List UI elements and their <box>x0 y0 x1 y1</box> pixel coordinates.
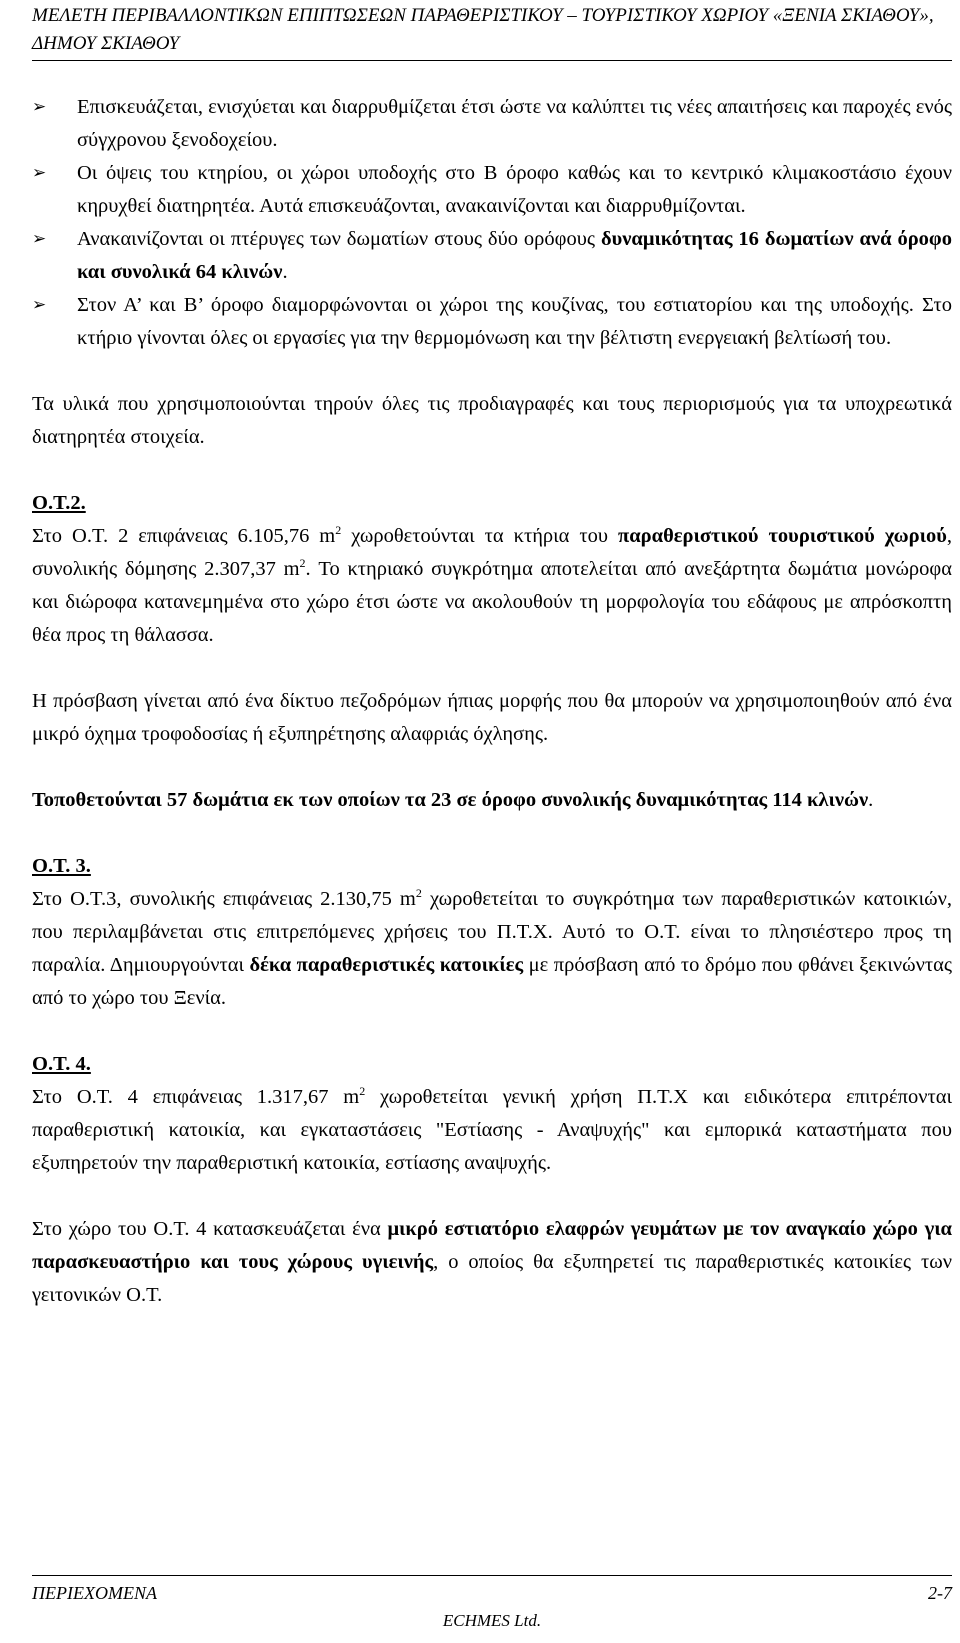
ot4-text: , ο οποίος θα εξυπηρετεί τις παραθεριστικές κατοικίες των γειτονικών Ο.Τ. <box>32 1251 952 1306</box>
ot2-bold-text: παραθεριστικού τουριστικού χωριού <box>618 525 947 547</box>
superscript: 2 <box>335 523 342 538</box>
ot2-bold-text: Τοποθετούνται 57 δωμάτια εκ των οποίων τα 23 σε όροφο συνολικής δυναμικότητας 114 κλινών <box>32 789 869 811</box>
ot4-text: Στο χώρο του Ο.Τ. 4 κατασκευάζεται ένα <box>32 1218 388 1240</box>
page-number: 2-7 <box>928 1583 952 1603</box>
superscript: 2 <box>359 1084 366 1099</box>
ot2-text: , συνολικής δόμησης 2.307,37 m <box>32 525 952 580</box>
ot2-text: . <box>868 789 874 811</box>
document-body <box>32 91 952 1312</box>
header-title-line1: ΜΕΛΕΤΗ ΠΕΡΙΒΑΛΛΟΝΤΙΚΩΝ ΕΠΙΠΤΩΣΕΩΝ ΠΑΡΑΘΕΡΙΣΤΙΚΟΥ – ΤΟΥΡΙΣΤΙΚΟΥ ΧΩΡΙΟΥ «ΞΕΝΙΑ ΣΚΙΑΘΟΥ», <box>32 5 934 26</box>
ot2-text: Στο Ο.Τ. 2 επιφάνειας 6.105,76 m <box>32 525 336 547</box>
bullet-text: Οι όψεις του κτηρίου, οι χώροι υποδοχής στο Β όροφο καθώς και το κεντρικό κλιμακοστάσιο έχουν κηρυχθεί διατηρητέα. Αυτά επισκευάζονται, ανακαινίζονται και διαρρυθμίζονται. <box>77 162 952 217</box>
bullet-item <box>32 91 952 157</box>
ot2-paragraph-2: Η πρόσβαση γίνεται από ένα δίκτυο πεζοδρόμων ήπιας μορφής που θα μπορούν να χρησιμοποιηθούν από ένα μικρό όχημα τροφοδοσίας ή εξυπηρέτησης αλαφριάς όχλησης. <box>32 690 952 745</box>
ot3-text: Στο Ο.Τ.3, συνολικής επιφάνειας 2.130,75 m <box>32 888 416 910</box>
ot4-text: Στο Ο.Τ. 4 επιφάνειας 1.317,67 m <box>32 1086 360 1108</box>
bullet-bold-text: δυναμικότητας 16 δωματίων ανά όροφο και συνολικά 64 κλινών <box>77 228 952 283</box>
ot4-paragraph-1 <box>32 1081 952 1180</box>
footer-company: ECHMES Ltd. <box>442 1611 542 1630</box>
ot2-text: χωροθετούνται τα κτήρια του <box>341 525 618 547</box>
section-title-ot2: Ο.Τ.2. <box>32 492 86 514</box>
ot4-bold-text: μικρό εστιατόριο ελαφρών γευμάτων με τον αναγκαίο χώρο για παρασκευαστήριο και τους χώρους υγιεινής <box>32 1218 952 1273</box>
bullet-item <box>32 289 952 355</box>
page-header <box>32 2 952 61</box>
arrowhead-bullet-icon: ➢ <box>32 295 47 315</box>
arrowhead-bullet-icon: ➢ <box>32 163 47 183</box>
bullet-text: Στον Α’ και Β’ όροφο διαμορφώνονται οι χώροι της κουζίνας, του εστιατορίου και της υποδοχής. Στο κτήριο γίνονται όλες οι εργασίες για την θερμομόνωση και την βέλτιστη ενεργειακή βελτίωσή του. <box>77 294 952 349</box>
superscript: 2 <box>415 886 422 901</box>
superscript: 2 <box>299 556 306 571</box>
bullet-item <box>32 223 952 289</box>
arrowhead-bullet-icon: ➢ <box>32 229 47 249</box>
ot4-paragraph-2 <box>32 1213 952 1312</box>
header-title-line2: ΔΗΜΟΥ ΣΚΙΑΘΟΥ <box>32 33 180 54</box>
bullet-item <box>32 157 952 223</box>
footer-section-label: ΠΕΡΙΕΧΟΜΕΝΑ <box>32 1583 157 1603</box>
bullet-text: Επισκευάζεται, ενισχύεται και διαρρυθμίζεται έτσι ώστε να καλύπτει τις νέες απαιτήσεις και παροχές ενός σύγχρονου ξενοδοχείου. <box>77 96 952 151</box>
section-title-ot3: Ο.Τ. 3. <box>32 855 91 877</box>
ot3-text: χωροθετείται το συγκρότημα των παραθεριστικών κατοικιών, που περιλαμβάνεται στις επιτρεπόμενες χρήσεις του Π.Τ.Χ. Αυτό το Ο.Τ. είναι το πλησιέστερο προς τη παραλία. Δημιουργούνται <box>32 888 952 976</box>
ot3-bold-text: δέκα παραθεριστικές κατοικίες <box>249 954 524 976</box>
ot2-paragraph-1 <box>32 520 952 652</box>
footer-row <box>32 1576 952 1610</box>
bullet-list <box>32 91 952 355</box>
arrowhead-bullet-icon: ➢ <box>32 97 47 117</box>
ot4-text: χωροθετείται γενική χρήση Π.Τ.Χ και ειδικότερα επιτρέπονται παραθεριστική κατοικία, και εγκαταστάσεις "Εστίασης - Αναψυχής" και εμπορικά καταστήματα που εξυπηρετούν την παραθεριστική κατοικία, εστίασης αναψυχής. <box>32 1086 952 1174</box>
bullet-text: Ανακαινίζονται οι πτέρυγες των δωματίων στους δύο ορόφους <box>77 228 601 250</box>
page-footer <box>32 1575 952 1632</box>
bullet-text-end: . <box>282 261 288 283</box>
materials-paragraph: Τα υλικά που χρησιμοποιούνται τηρούν όλες τις προδιαγραφές και τους περιορισμούς για τα υποχρεωτικά διατηρητέα στοιχεία. <box>32 393 952 448</box>
ot3-text: με πρόσβαση από το δρόμο που φθάνει ξεκινώντας από το χώρο του Ξενία. <box>32 954 952 1009</box>
ot3-paragraph-1 <box>32 883 952 1015</box>
section-title-ot4: Ο.Τ. 4. <box>32 1053 91 1075</box>
ot2-text: . Το κτηριακό συγκρότημα αποτελείται από ανεξάρτητα δωμάτια μονώροφα και διώροφα κατανεμημένα στο χώρο έτσι ώστε να ακολουθούν τη μορφολογία του εδάφους με απρόσκοπτη θέα προς τη θάλασσα. <box>32 558 952 646</box>
ot2-paragraph-3 <box>32 784 952 817</box>
